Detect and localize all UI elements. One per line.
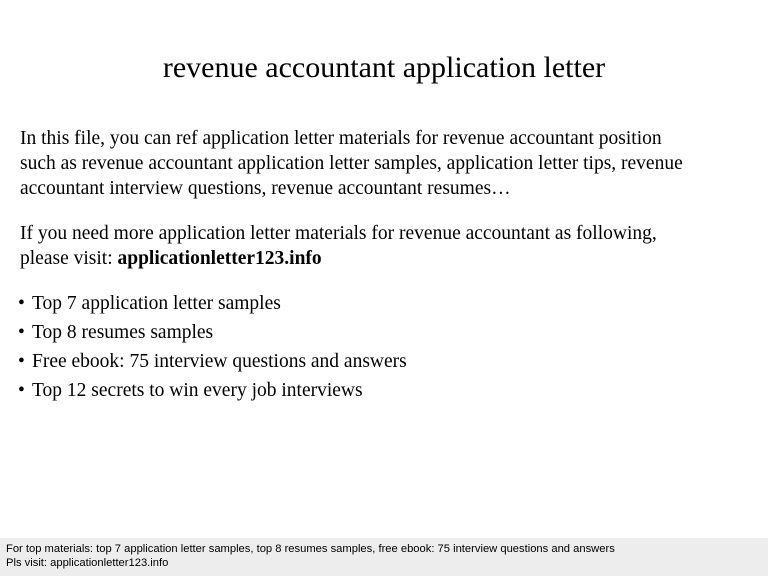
- list-item: [18, 347, 407, 376]
- bullet-icon: •: [18, 351, 25, 372]
- visit-paragraph: [20, 221, 760, 271]
- intro-paragraph: [20, 126, 760, 201]
- bullet-icon: •: [18, 380, 25, 401]
- visit-line-1: If you need more application letter materials for revenue accountant as following,: [20, 223, 657, 244]
- footer-line-2: Pls visit: applicationletter123.info: [6, 557, 169, 569]
- visit-prefix: please visit:: [20, 248, 118, 269]
- intro-line-1: In this file, you can ref application letter materials for revenue accountant position: [20, 128, 662, 149]
- footer-banner: [0, 538, 768, 576]
- list-item: [18, 289, 407, 318]
- intro-line-3: accountant interview questions, revenue accountant resumes…: [20, 178, 511, 199]
- materials-list: [18, 289, 407, 405]
- bullet-icon: •: [18, 322, 25, 343]
- list-item-text: Top 8 resumes samples: [32, 322, 214, 343]
- visit-line-2: [20, 246, 760, 271]
- footer-line-1: For top materials: top 7 application letter samples, top 8 resumes samples, free ebook: 75 interview questions and answers: [6, 543, 615, 555]
- list-item: [18, 376, 407, 405]
- list-item: [18, 318, 407, 347]
- bullet-icon: •: [18, 293, 25, 314]
- website-link[interactable]: applicationletter123.info: [117, 248, 322, 269]
- list-item-text: Free ebook: 75 interview questions and answers: [32, 351, 407, 372]
- page-title: revenue accountant application letter: [162, 51, 606, 84]
- list-item-text: Top 12 secrets to win every job interviews: [32, 380, 363, 401]
- list-item-text: Top 7 application letter samples: [32, 293, 281, 314]
- intro-line-2: such as revenue accountant application letter samples, application letter tips, revenue: [20, 153, 683, 174]
